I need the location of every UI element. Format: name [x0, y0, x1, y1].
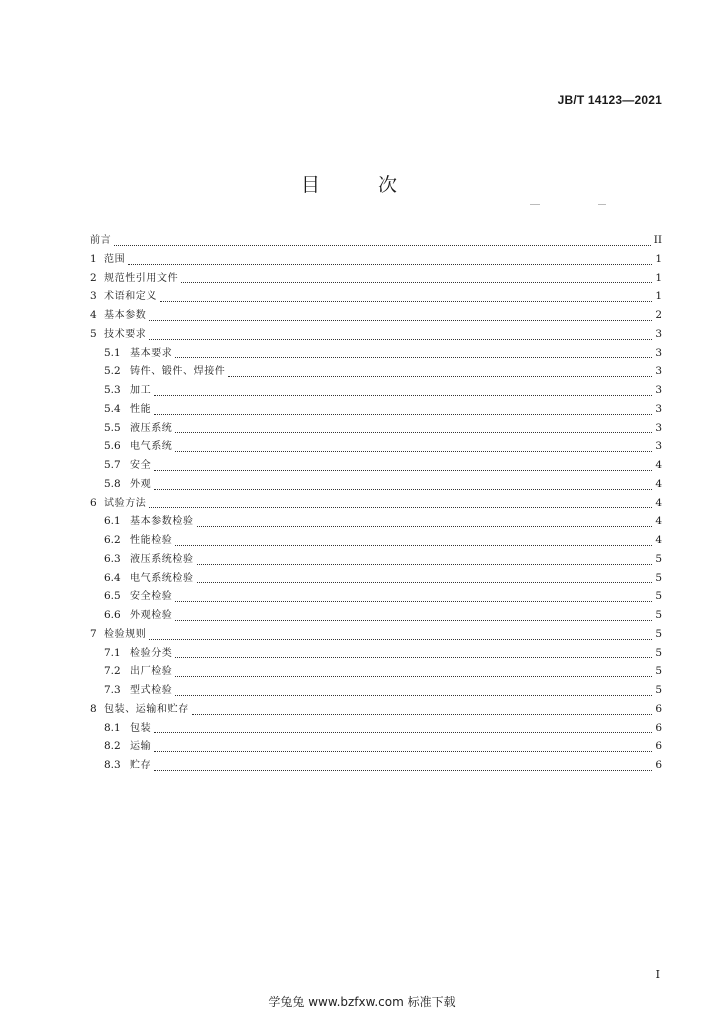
toc-entry-number: 6.1: [104, 515, 121, 528]
toc-entry[interactable]: [90, 587, 662, 606]
toc-entry-page: 3: [655, 421, 662, 434]
toc-entry-number: 5.7: [104, 459, 121, 471]
toc-entry-number: 2: [90, 271, 97, 284]
dot-leader: [154, 394, 652, 396]
toc-entry-page: 5: [655, 590, 662, 603]
toc-entry-page: 4: [655, 534, 662, 546]
toc-entry[interactable]: [90, 231, 662, 250]
dot-leader: [175, 450, 652, 452]
toc-entry-page: 4: [655, 459, 662, 471]
toc-entry-title: 电气系统检验: [130, 572, 194, 584]
toc-entry[interactable]: [90, 456, 662, 475]
watermark-text: 学兔兔 www.bzfxw.com 标准下载: [268, 995, 456, 1009]
toc-entry-page: 3: [655, 402, 662, 415]
dot-leader: [114, 244, 651, 246]
dot-leader: [149, 506, 652, 508]
toc-entry[interactable]: [90, 475, 662, 494]
toc-entry[interactable]: [90, 681, 662, 700]
toc-entry[interactable]: [90, 737, 662, 756]
toc-entry-title: 包装: [130, 722, 152, 734]
toc-entry-number: 8.1: [104, 721, 121, 734]
dot-leader: [154, 413, 652, 415]
toc-entry[interactable]: [90, 325, 662, 344]
scan-speck: [598, 204, 606, 205]
dot-leader: [181, 281, 652, 283]
toc-entry-title: 术语和定义: [104, 291, 157, 303]
toc-entry-title: 检验分类: [130, 647, 173, 659]
table-of-contents: [90, 231, 662, 775]
toc-entry[interactable]: [90, 756, 662, 775]
dot-leader: [149, 638, 652, 640]
toc-entry-page: 6: [655, 759, 662, 771]
toc-entry-title: 前言: [90, 235, 112, 246]
toc-entry-page: 1: [655, 290, 662, 303]
toc-entry-page: 3: [655, 365, 662, 378]
dot-leader: [175, 600, 652, 602]
toc-entry-page: 3: [655, 440, 662, 453]
toc-entry-title: 液压系统: [130, 422, 173, 434]
toc-entry-page: 5: [655, 627, 662, 640]
toc-entry[interactable]: [90, 700, 662, 719]
toc-entry-number: 5.1: [104, 346, 121, 359]
toc-entry-page: 5: [655, 684, 662, 696]
dot-leader: [175, 431, 652, 433]
toc-entry-number: 7.1: [104, 646, 121, 659]
toc-entry-page: 6: [655, 702, 662, 715]
toc-entry-number: 7.3: [104, 684, 121, 696]
dot-leader: [128, 263, 652, 265]
toc-entry[interactable]: [90, 362, 662, 381]
toc-entry-number: 5.2: [104, 365, 121, 378]
toc-entry-page: 4: [655, 477, 662, 490]
dot-leader: [160, 300, 652, 302]
dot-leader: [149, 319, 652, 321]
toc-entry-title: 基本参数: [104, 310, 147, 321]
scan-speck: [530, 204, 540, 205]
toc-entry-title: 试验方法: [104, 497, 147, 509]
toc-entry-number: 6.2: [104, 534, 121, 546]
toc-entry[interactable]: [90, 494, 662, 513]
dot-leader: [197, 563, 653, 565]
toc-entry[interactable]: [90, 606, 662, 625]
toc-entry-title: 检验规则: [104, 628, 147, 640]
toc-entry-title: 规范性引用文件: [104, 272, 179, 284]
toc-entry[interactable]: [90, 531, 662, 550]
toc-entry-title: 包装、运输和贮存: [104, 703, 189, 715]
toc-entry-page: 4: [655, 496, 662, 509]
toc-entry-page: 5: [655, 646, 662, 659]
toc-entry-title: 技术要求: [104, 328, 147, 340]
toc-entry-number: 5.3: [104, 384, 121, 396]
standard-number: JB/T 14123—2021: [557, 93, 662, 107]
dot-leader: [154, 769, 652, 771]
toc-entry-title: 贮存: [130, 760, 152, 771]
toc-entry[interactable]: [90, 269, 662, 288]
dot-leader: [197, 525, 653, 527]
toc-entry-number: 5.5: [104, 421, 121, 434]
toc-entry-number: 5.4: [104, 402, 121, 415]
toc-entry-page: 5: [655, 609, 662, 621]
dot-leader: [192, 713, 653, 715]
dot-leader: [175, 656, 652, 658]
toc-entry-number: 6.6: [104, 609, 121, 621]
toc-entry[interactable]: [90, 381, 662, 400]
toc-entry-page: 2: [655, 309, 662, 321]
toc-entry-title: 出厂检验: [130, 666, 173, 678]
toc-entry-title: 外观: [130, 478, 152, 490]
toc-entry-number: 6.3: [104, 552, 121, 565]
toc-entry-number: 1: [90, 252, 97, 265]
dot-leader: [149, 338, 652, 340]
toc-entry-page: 1: [655, 252, 662, 265]
toc-entry[interactable]: [90, 512, 662, 531]
toc-entry-title: 基本参数检验: [130, 516, 194, 528]
toc-entry[interactable]: [90, 550, 662, 569]
toc-entry-title: 安全检验: [130, 591, 173, 603]
toc-entry-number: 8: [90, 702, 97, 715]
toc-entry-number: 6.5: [104, 590, 121, 603]
toc-entry-title: 型式检验: [130, 685, 173, 696]
toc-entry-page: 6: [655, 721, 662, 734]
toc-entry[interactable]: [90, 250, 662, 269]
toc-entry[interactable]: [90, 625, 662, 644]
dot-leader: [154, 488, 652, 490]
dot-leader: [175, 356, 652, 358]
toc-entry[interactable]: [90, 344, 662, 363]
toc-entry[interactable]: [90, 719, 662, 738]
toc-entry-page: 6: [655, 740, 662, 753]
toc-entry-page: 3: [655, 327, 662, 340]
dot-leader: [175, 694, 652, 696]
dot-leader: [154, 731, 652, 733]
toc-entry-page: 5: [655, 571, 662, 584]
toc-entry-number: 5.6: [104, 440, 121, 453]
toc-entry[interactable]: [90, 287, 662, 306]
toc-entry-title: 基本要求: [130, 347, 173, 359]
dot-leader: [175, 675, 652, 677]
toc-entry-number: 4: [90, 309, 97, 321]
toc-entry[interactable]: [90, 662, 662, 681]
toc-entry-title: 液压系统检验: [130, 553, 194, 565]
toc-entry-number: 5.8: [104, 477, 121, 490]
toc-entry-number: 3: [90, 290, 97, 303]
toc-entry-page: 4: [655, 515, 662, 528]
dot-leader: [175, 619, 652, 621]
toc-entry-number: 6.4: [104, 571, 121, 584]
toc-entry-title: 电气系统: [130, 441, 173, 453]
toc-entry[interactable]: [90, 569, 662, 588]
toc-entry-page: II: [653, 234, 662, 246]
toc-entry[interactable]: [90, 400, 662, 419]
dot-leader: [154, 750, 652, 752]
toc-entry-number: 7.2: [104, 665, 121, 678]
dot-leader: [197, 581, 653, 583]
toc-entry[interactable]: [90, 306, 662, 325]
toc-entry-page: 5: [655, 552, 662, 565]
toc-entry-number: 8.2: [104, 740, 121, 753]
dot-leader: [154, 469, 652, 471]
toc-entry[interactable]: [90, 437, 662, 456]
dot-leader: [175, 544, 652, 546]
toc-entry-title: 铸件、锻件、焊接件: [130, 366, 226, 378]
toc-entry-title: 安全: [130, 460, 152, 471]
toc-entry-title: 性能: [130, 403, 152, 415]
toc-entry[interactable]: [90, 419, 662, 438]
dot-leader: [228, 375, 652, 377]
toc-entry-title: 范围: [104, 253, 126, 265]
toc-entry-title: 加工: [130, 385, 152, 396]
toc-entry-title: 性能检验: [130, 535, 173, 546]
toc-entry-number: 5: [90, 327, 97, 340]
toc-entry-page: 1: [655, 271, 662, 284]
toc-entry-number: 8.3: [104, 759, 121, 771]
toc-entry-number: 6: [90, 496, 97, 509]
page-folio: I: [655, 968, 660, 981]
toc-entry-title: 运输: [130, 741, 152, 753]
toc-entry-number: 7: [90, 627, 97, 640]
toc-entry-page: 5: [655, 665, 662, 678]
toc-entry-title: 外观检验: [130, 610, 173, 621]
toc-title: 目 次: [300, 174, 424, 196]
toc-entry[interactable]: [90, 644, 662, 663]
toc-entry-page: 3: [655, 346, 662, 359]
toc-entry-page: 3: [655, 384, 662, 396]
